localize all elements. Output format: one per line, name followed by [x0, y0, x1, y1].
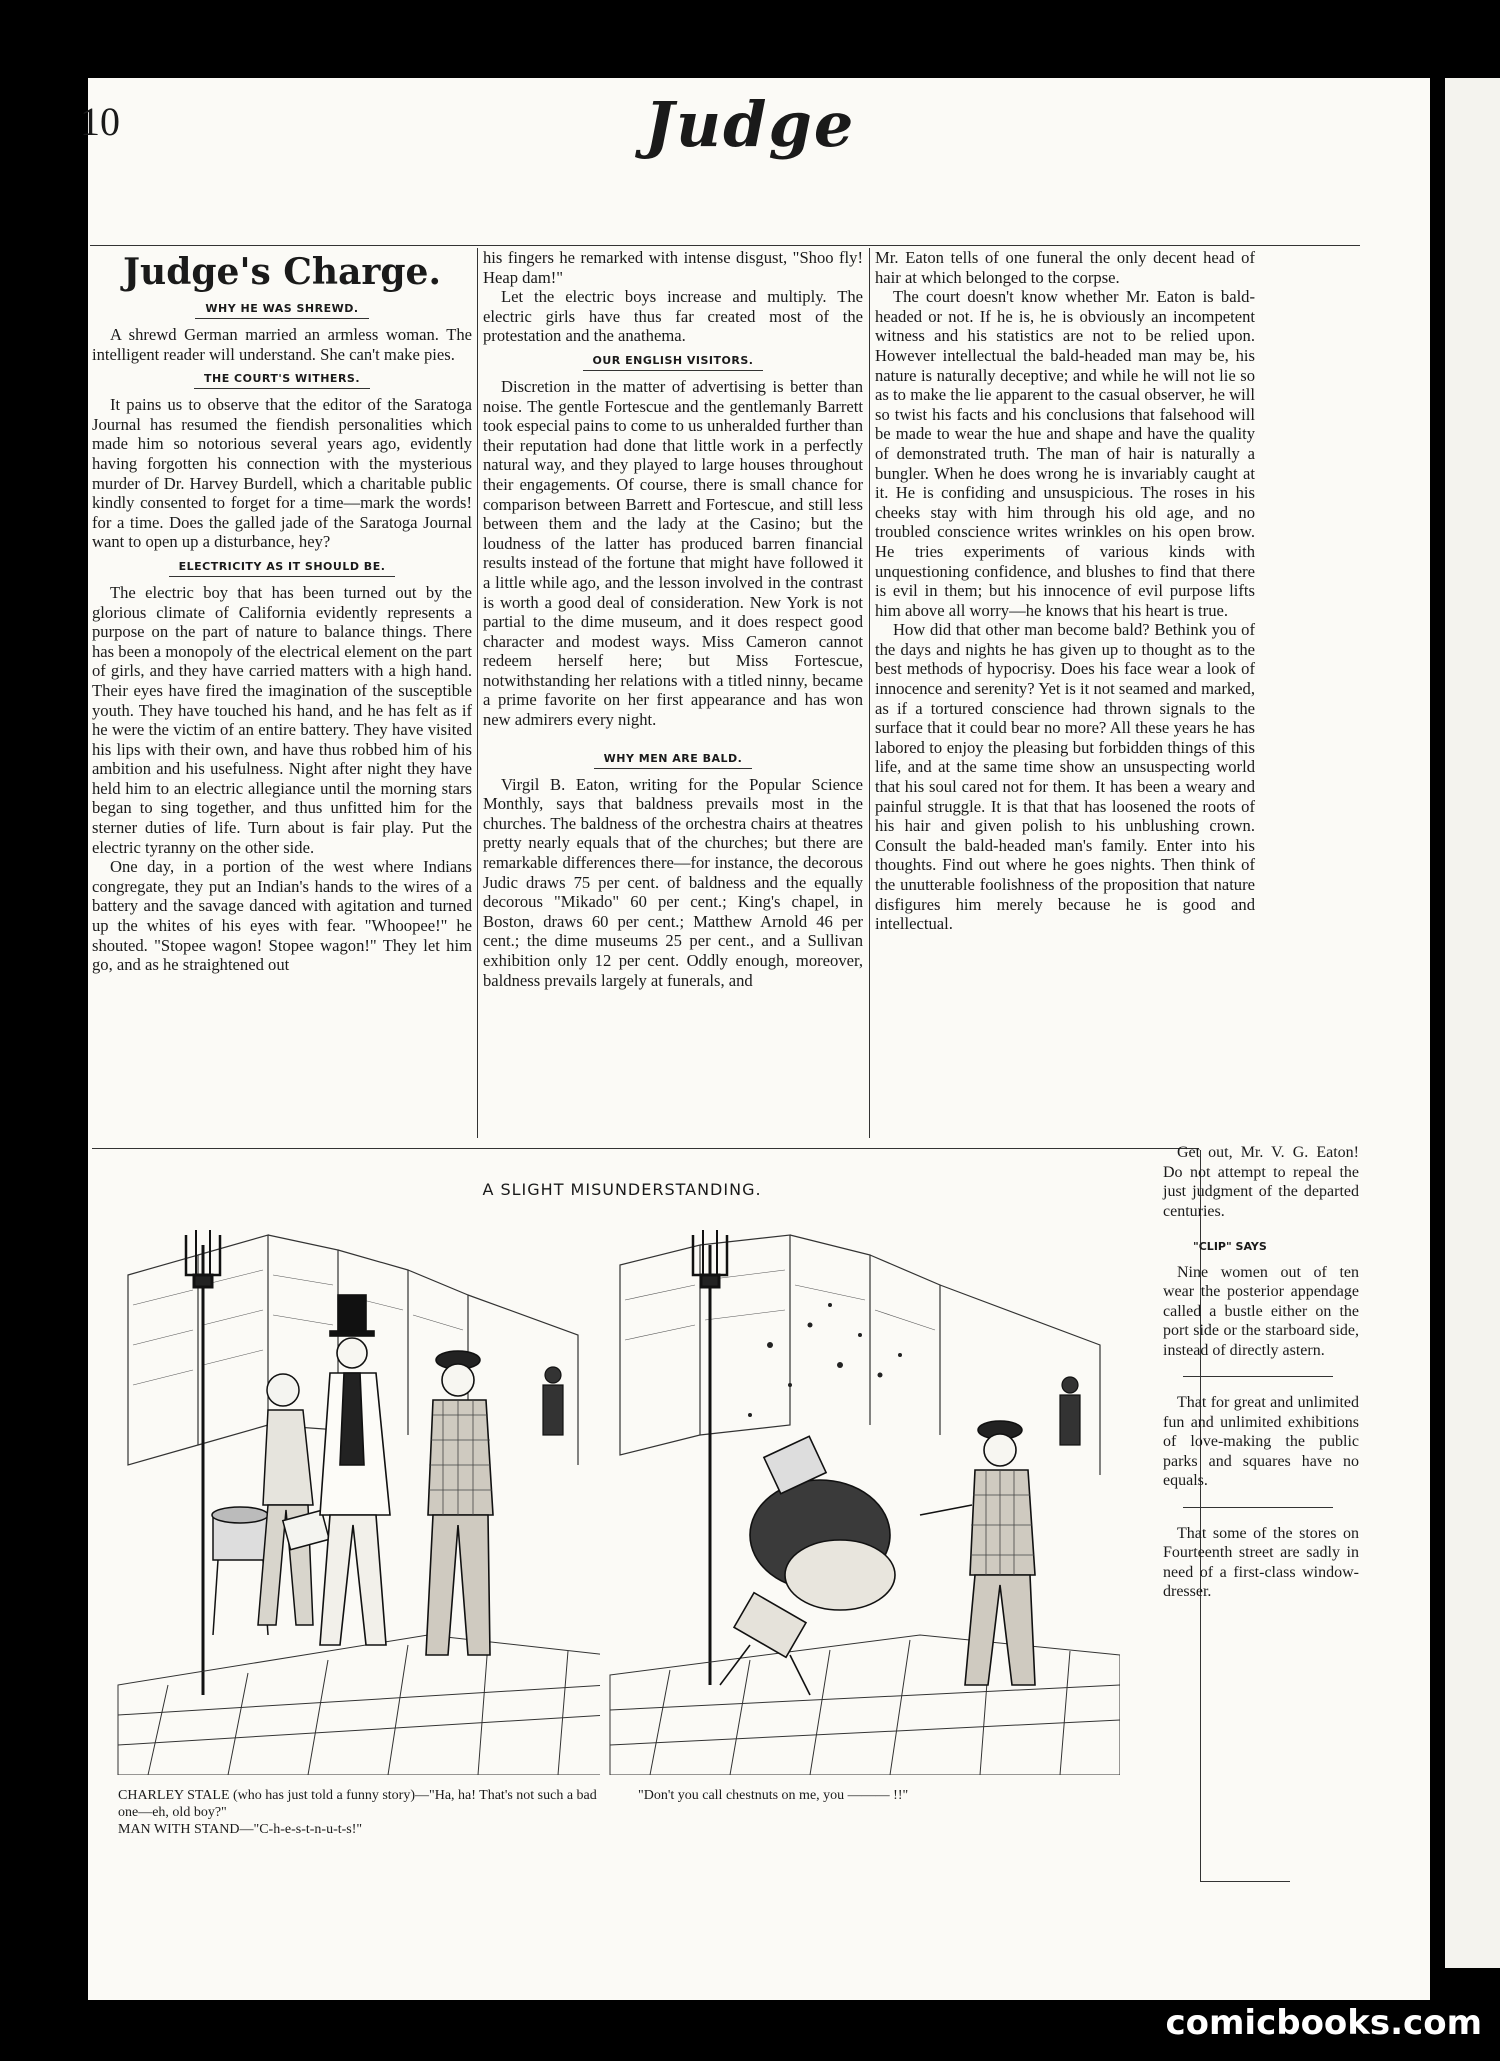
article-paragraph: The electric boy that has been turned out by the glorious climate of California evidently represents a purpose on the part of nature to balance things. There has been a monopoly of the electrical element on the part of girls, and they have carried matters with a high hand. Their eyes have fired the imagination of the susceptible youth. They have touched his hand, and he has felt as if he were the victim of an entire battery. They have visited his lips with their own, and have thus robbed him of his ambition and his usefulness. Night after night they have held him to an electric allegiance until the morning stars began to sing together, and thus unfitted him for the sterner duties of life. Turn about is fair play. Put the electric tyranny on the other side. [92, 582, 472, 857]
sidebar-paragraph: That for great and unlimited fun and unlimited exhibitions of love-making the public parks and squares have no equals. [1163, 1394, 1359, 1489]
cartoon-caption-left [118, 1787, 598, 1838]
clip-says-sidebar [1163, 1143, 1359, 1602]
section-heading: ELECTRICITY AS IT SHOULD BE. [169, 560, 396, 577]
section-heading: WHY MEN ARE BALD. [594, 752, 753, 769]
cartoon-bottom-rule [1200, 1881, 1290, 1882]
article-paragraph: A shrewd German married an armless woman. The intelligent reader will understand. She can't make pies. [92, 325, 472, 364]
article-paragraph: How did that other man become bald? Bethink you of the days and nights he has given up to thought as to the best methods of hypocrisy. Does his face wear a look of innocence and serenity? Yet is it not seamed and marked, as if a tortured conscience had thrown signals to the surface that it could bear no more? All these years he has labored to enjoy the pleasing but forbidden things of this life, and at the same time show an unsuspecting world that his soul cared not for them. It has been a weary and painful struggle. It is that that has loosened the roots of his hair and given polish to his unblushing crown. Consult the bald-headed man's family. Enter into his thoughts. Find out where he goes nights. Then think of the unutterable foolishness of the proposition that nature disfigures him merely because he is good and intellectual. [875, 620, 1255, 934]
masthead: Judge [644, 88, 856, 161]
page-number: 10 [80, 99, 120, 144]
column-2 [483, 248, 863, 990]
street-scene-illustration [108, 1215, 608, 1775]
article-paragraph: One day, in a portion of the west where Indians congregate, they put an Indian's hands to the wires of a battery and the savage danced with agitation and turned up the whites of his eyes with fear. "Whoopee!" he shouted. "Stopee wagon! Stopee wagon!" They let him go, and as he straightened out [92, 857, 472, 975]
article-paragraph: his fingers he remarked with intense disgust, "Shoo fly! Heap dam!" [483, 248, 863, 287]
sidebar-rule [1183, 1376, 1333, 1377]
column-3 [875, 248, 1255, 934]
article-paragraph: Virgil B. Eaton, writing for the Popular Science Monthly, says that baldness prevails most in the churches. The baldness of the orchestra chairs at theatres pretty nearly equals that of the churches; but there are remarkable differences there—for instance, the decorous Judic draws 75 per cent. of baldness and the equally decorous "Mikado" 60 per cent.; King's chapel, in Boston, draws 60 per cent.; Matthew Arnold 46 per cent.; the dime museums 25 per cent., and a Sullivan exhibition only 12 per cent. Oddly enough, moreover, baldness prevails largely at funerals, and [483, 774, 863, 990]
adjacent-page-edge [1445, 78, 1500, 1968]
cartoon-panel-left [108, 1215, 608, 1775]
header-rule [90, 245, 1360, 246]
article-paragraph: Discretion in the matter of advertising is better than noise. The gentle Fortescue and the gentlemanly Barrett took especial pains to come to us unheralded further than their reputation had done that little work in a perfectly natural way, and they played to large houses throughout their engagements. Of course, there is small chance for comparison between Barrett and Fortescue, and still less between them and the lady at the Casino; but the loudness of the latter has produced barren financial results instead of the fortune that might have followed it a little while ago, and the lesson involved in the contrast is worth a good deal of consideration. New York is not partial to the dime museum, and it does respect good character and modest ways. Miss Cameron cannot redeem herself here; but Miss Fortescue, notwithstanding her relations with a titled ninny, became a prime favorite on her first appearance and has won new admirers every night. [483, 376, 863, 730]
section-heading: WHY HE WAS SHREWD. [195, 302, 368, 319]
section-heading: OUR ENGLISH VISITORS. [583, 354, 764, 371]
sidebar-heading: "CLIP" SAYS [1193, 1240, 1267, 1253]
scuffle-scene-illustration [600, 1215, 1120, 1775]
caption-line: MAN WITH STAND—"C-h-e-s-t-n-u-t-s!" [118, 1822, 363, 1837]
sidebar-paragraph: That some of the stores on Fourteenth street are sadly in need of a first-class window-dresser. [1163, 1524, 1359, 1600]
cartoon-title: A SLIGHT MISUNDERSTANDING. [482, 1180, 762, 1199]
article-paragraph: Mr. Eaton tells of one funeral the only decent head of hair at which belonged to the corpse. [875, 248, 1255, 287]
cartoon-top-rule [92, 1148, 1199, 1149]
article-paragraph: It pains us to observe that the editor of the Saratoga Journal has resumed the fiendish personalities which made him so notorious several years ago, evidently having forgotten his connection with the mysterious murder of Dr. Harvey Burdell, which a charitable public kindly consented to forget for a time—mark the words! for a time. Does the galled jade of the Saratoga Journal want to open up a disturbance, hey? [92, 395, 472, 552]
watermark: comicbooks.com [1165, 2003, 1482, 2043]
caption-line: CHARLEY STALE (who has just told a funny story)—"Ha, ha! That's not such a bad one—eh, old boy?" [118, 1788, 597, 1820]
column-1 [92, 248, 472, 975]
column-rule-1 [477, 248, 478, 1138]
sidebar-paragraph: Nine women out of ten wear the posterior appendage called a bustle either on the port side or the starboard side, instead of directly astern. [1163, 1263, 1359, 1359]
department-title: Judge's Charge. [122, 251, 441, 293]
sidebar-paragraph: Get out, Mr. V. G. Eaton! Do not attempt to repeal the just judgment of the departed centuries. [1163, 1144, 1359, 1220]
column-rule-2 [869, 248, 870, 1138]
article-paragraph: Let the electric boys increase and multiply. The electric girls have thus far created most of the protestation and the anathema. [483, 287, 863, 346]
article-paragraph: The court doesn't know whether Mr. Eaton is bald-headed or not. If he is, he is obviously an incompetent witness and his statistics are not to be relied upon. However intellectual the bald-headed man may be, his nature is naturally deceptive; and while he will not lie so as to make the lie apparent to the casual observer, he will so twist his facts and his conclusions that falsehood will be made to wear the hue and shape and have the quality of demonstrated truth. The man of hair is naturally a bungler. When he does wrong he is invariably caught at it. He is confiding and unsuspicious. The roses in his cheeks stay with him through his old age, and no troubled conscience writes wrinkles on his open brow. He tries experiments of various kinds with unquestioning confidence, and blushes to find that there is evil in them; but his innocence of evil purpose lifts him above all worry—he knows that his heart is true. [875, 287, 1255, 620]
section-heading: THE COURT'S WITHERS. [194, 372, 370, 389]
sidebar-rule [1183, 1507, 1333, 1508]
cartoon-caption-right: "Don't you call chestnuts on me, you ——— !!" [638, 1788, 909, 1803]
cartoon-panel-right [600, 1215, 1120, 1775]
